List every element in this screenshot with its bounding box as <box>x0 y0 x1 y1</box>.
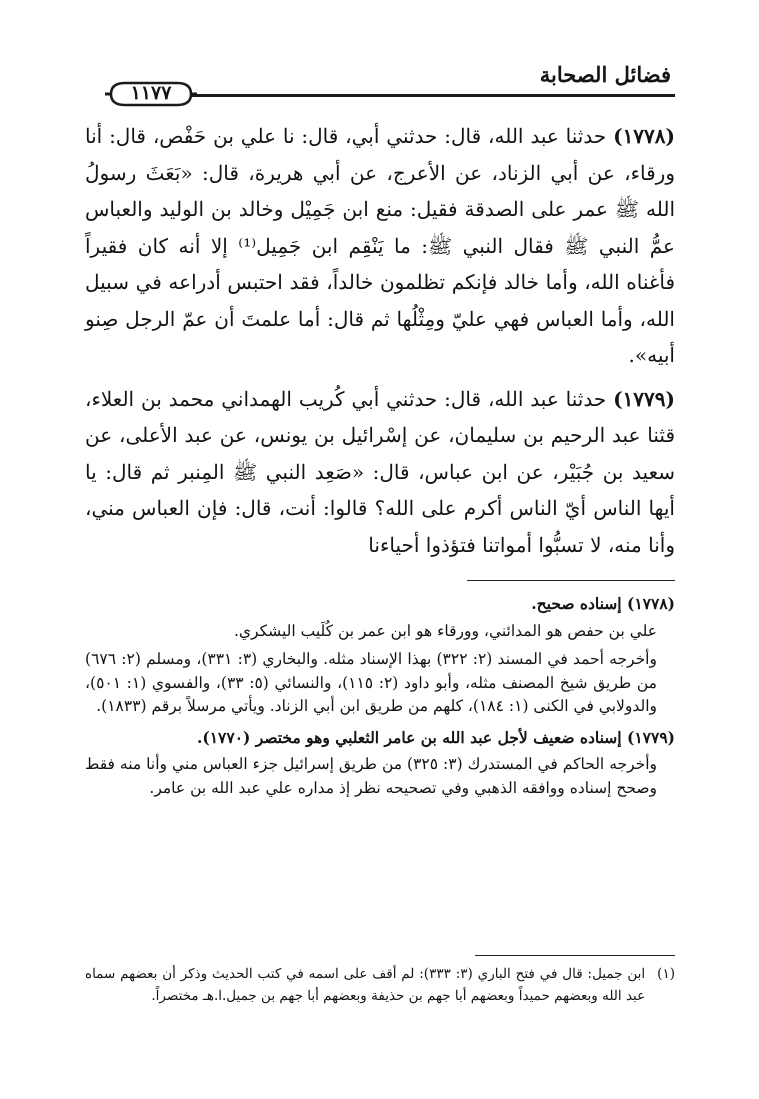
note-body <box>85 620 657 719</box>
hadith-paragraph <box>85 381 675 564</box>
running-title: فضائل الصحابة <box>539 62 671 87</box>
footnote-number: (١) <box>657 966 675 982</box>
note-heading <box>85 726 675 750</box>
footnote-text: ابن جميل: قال في فتح الباري (٣: ٣٣٣): لم أقف على اسمه في كتب الحديث وذكر أن بعضهم سماه عبد الله وبعضهم حميداً وبعضهم أبا جهم بن حذيفة وبعضهم أبا جهم بن جميل.ا.هـ مختصراً. <box>85 966 646 1004</box>
note-number: (١٧٧٨) <box>627 594 675 613</box>
note-grade: إسناده ضعيف لأجل عبد الله بن عامر الثعلبي وهو مختصر (١٧٧٠). <box>196 727 622 747</box>
hadith-number: (١٧٧٩) <box>613 386 675 411</box>
main-text <box>85 118 675 570</box>
hadith-text: حدثنا عبد الله، قال: حدثني أبي، قال: نا علي بن حَفْص، قال: أنا ورقاء، عن أبي الزناد، عن الأعرج، عن أبي هريرة، قال: «بَعَثَ رسولُ الله ﷺ عمر على الصدقة فقيل: منع ابن جَمِيْل وخالد بن الوليد والعباس عمُّ النبي ﷺ فقال النبي ﷺ: ما يَنْقِم ابن جَمِيل⁽¹⁾ إلا أنه كان فقيراً فأغناه الله، وأما خالد فإنكم تظلمون خالداً، فقد احتبس أدراعه في سبيل الله، وأما العباس فهي عليّ ومِثْلُها ثم قال: أما علمتَ أن عمّ الرجل صِنو أبيه». <box>85 124 675 367</box>
commentary-notes <box>85 592 675 807</box>
hadith-paragraph <box>85 118 675 374</box>
note-grade: إسناده صحيح. <box>531 594 622 613</box>
note-block <box>85 726 675 801</box>
footnote <box>85 963 675 1007</box>
note-paragraph: وأخرجه أحمد في المسند (٢: ٣٢٢) بهذا الإسناد مثله. والبخاري (٣: ٣٣١)، ومسلم (٢: ٦٧٦) من طريق شيخ المصنف مثله، وأبو داود (٢: ١١٥)، والنسائي (٥: ٣٣)، والفسوي (١: ٥٠١)، والدولابي في الكنى (١: ١٨٤)، كلهم من طريق ابن أبي الزناد. ويأتي مرسلاً برقم (١٨٣٣). <box>85 650 657 715</box>
note-number: (١٧٧٩) <box>627 727 675 747</box>
note-paragraph: وأخرجه الحاكم في المستدرك (٣: ٣٢٥) من طريق إسرائيل جزء العباس مني وأنا منه فقط وصحح إسناده ووافقه الذهبي وفي تصحيحه نظر إذ مداره علي عبد الله بن عامر. <box>85 755 658 797</box>
hadith-number: (١٧٧٨) <box>613 124 675 148</box>
notes-separator <box>467 580 675 581</box>
note-block <box>85 592 675 719</box>
page-number: ١١٧٧ <box>130 82 172 104</box>
note-body <box>85 753 657 800</box>
note-paragraph: علي بن حفص هو المدائني، وورقاء هو ابن عمر بن كُلَيب اليشكري. <box>233 621 657 640</box>
footnote-separator <box>475 955 675 956</box>
note-heading <box>85 592 675 616</box>
header-rule <box>190 94 675 97</box>
hadith-text: حدثنا عبد الله، قال: حدثني أبي كُريب الهمداني محمد بن العلاء، قثنا عبد الرحيم بن سليمان، عن إسْرائيل بن يونس، عن عبد الأعلى، عن سعيد بن جُبَيْر، عن ابن عباس، قال: «صَعِد النبي ﷺ المِنبر ثم قال: يا أيها الناس أيّ الناس أكرم على الله؟ قالوا: أنت، قال: فإن العباس مني، وأنا منه، لا تسبُّوا أمواتنا فتؤذوا أحياءنا <box>85 386 675 557</box>
